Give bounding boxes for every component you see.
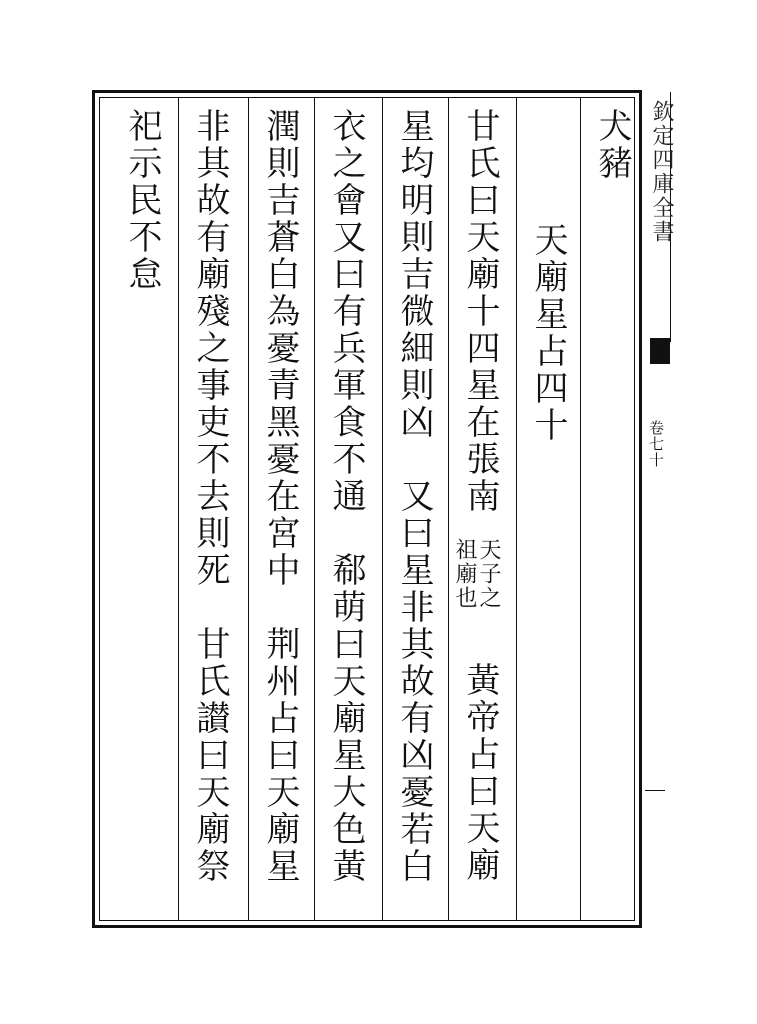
column-rule <box>248 97 249 921</box>
column-rule <box>448 97 449 921</box>
volume-label: 卷七十 <box>647 420 665 468</box>
column-rule <box>580 97 581 921</box>
text-column-5: 衣之會又曰有兵軍食不通 郗萌曰天廟星大色黃 <box>326 108 366 885</box>
page-inner-border <box>99 97 635 921</box>
text-column-3-end: 黃帝占曰天廟 <box>460 662 500 884</box>
column-rule <box>314 97 315 921</box>
column-rule <box>382 97 383 921</box>
text-column-4: 星均明則吉微細則凶 又曰星非其故有凶憂若白 <box>394 108 434 885</box>
section-heading: 天廟星占四十 <box>528 222 568 444</box>
fish-tail-mark <box>650 338 670 364</box>
text-column-8: 祀示民不怠 <box>122 108 162 293</box>
column-rule <box>178 97 179 921</box>
text-column-3-main: 甘氏曰天廟十四星在張南 <box>460 108 500 515</box>
text-column-1: 犬豬 <box>592 108 632 182</box>
text-column-6: 潤則吉蒼白為憂青黑憂在宮中 荆州占曰天廟星 <box>260 108 300 885</box>
book-title: 欽定四庫全書 <box>649 100 674 244</box>
interlinear-note: 天子之 祖廟也 <box>452 538 501 610</box>
text-column-7: 非其故有廟殘之事吏不去則死 甘氏讃曰天廟祭 <box>190 108 230 885</box>
column-rule <box>516 97 517 921</box>
margin-tick <box>645 790 665 791</box>
